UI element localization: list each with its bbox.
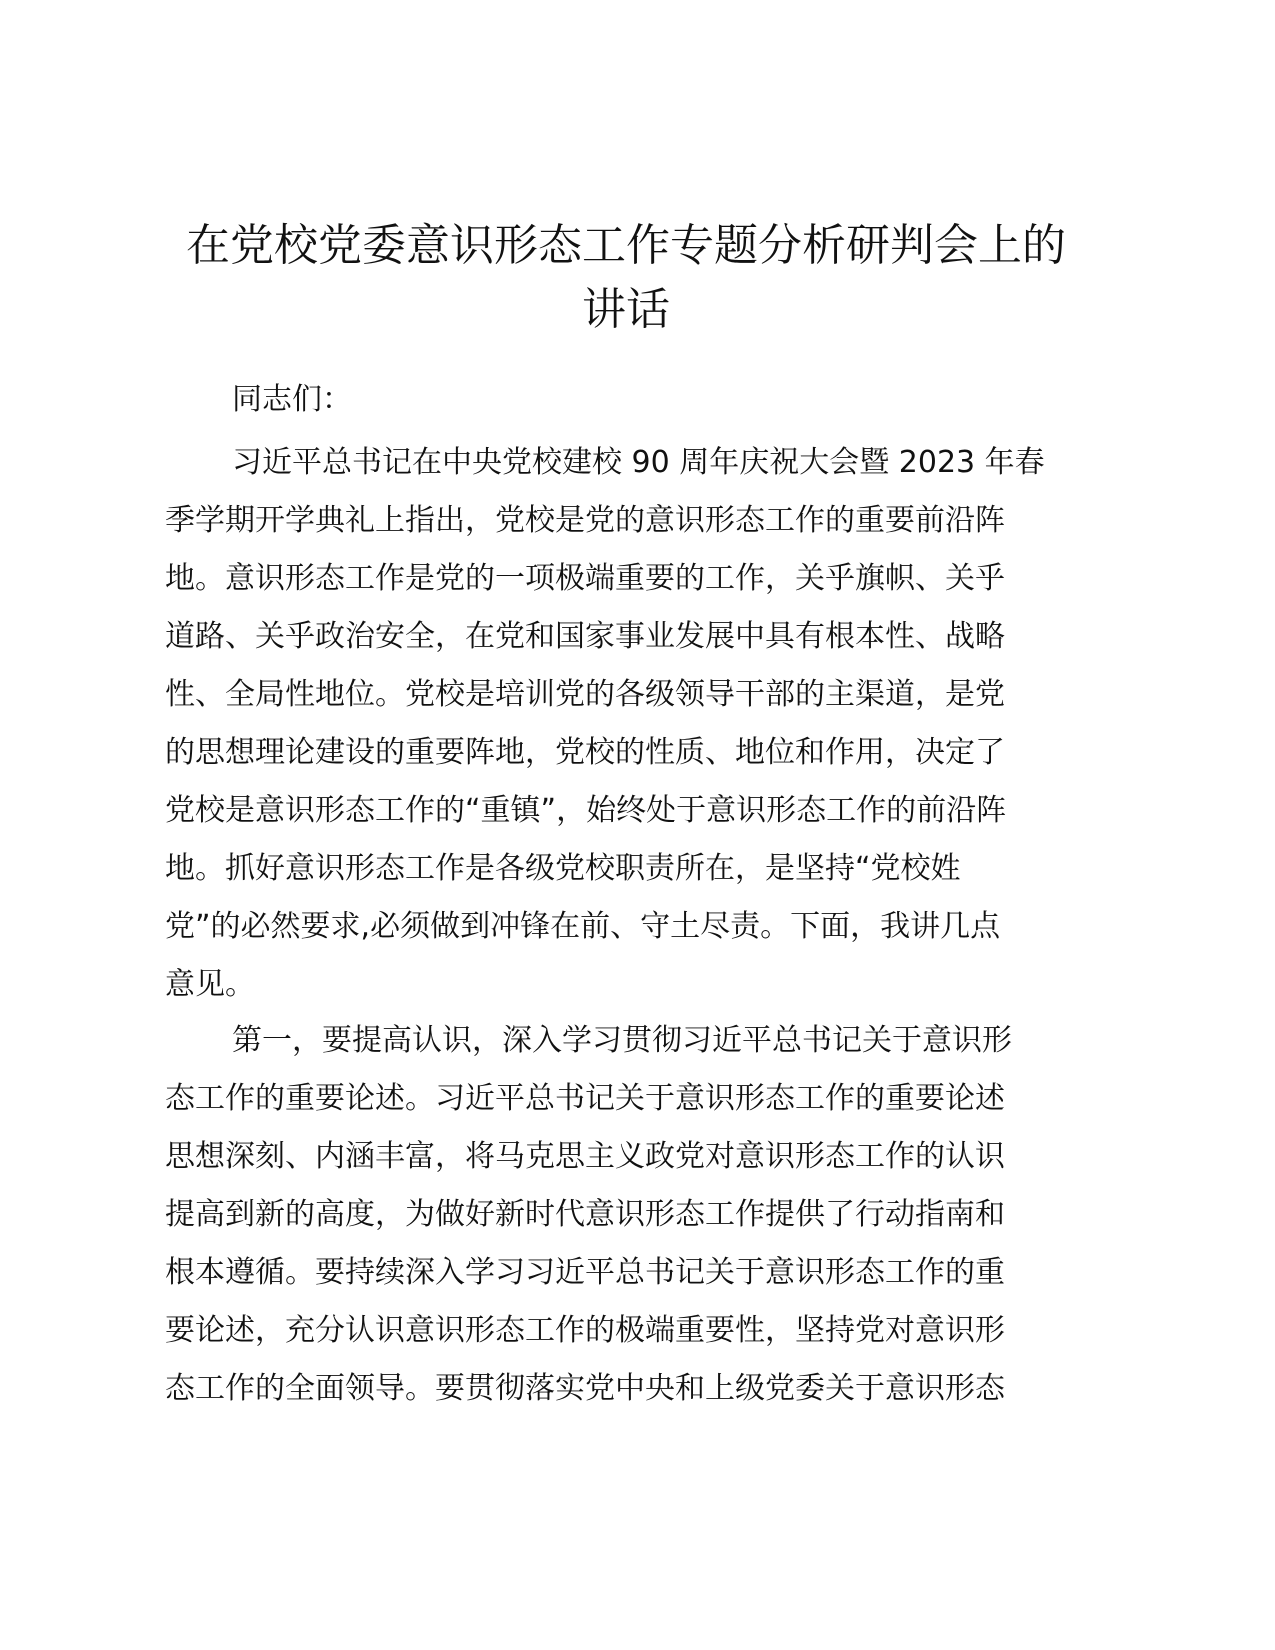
body-paragraph-intro [165, 434, 1125, 1014]
text-line: 地。抓好意识形态工作是各级党校职责所在，是坚持“党校姓 [165, 851, 961, 886]
text-line: 要论述，充分认识意识形态工作的极端重要性，坚持党对意识形 [165, 1313, 1005, 1348]
title-line: 在党校党委意识形态工作专题分析研判会上的 [186, 220, 1066, 271]
text-line: 季学期开学典礼上指出，党校是党的意识形态工作的重要前沿阵 [165, 503, 1005, 538]
text-line: 性、全局性地位。党校是培训党的各级领导干部的主渠道，是党 [165, 677, 1005, 712]
body-paragraph-first-point [165, 1012, 1125, 1418]
text-line: 意见。 [165, 967, 255, 1002]
text-line: 根本遵循。要持续深入学习习近平总书记关于意识形态工作的重 [165, 1255, 1005, 1290]
text-line: 党校是意识形态工作的“重镇”，始终处于意识形态工作的前沿阵 [165, 793, 1007, 828]
text-line: 习近平总书记在中央党校建校 90 周年庆祝大会暨 2023 年春 [232, 445, 1045, 480]
salutation: 同志们： [232, 382, 352, 417]
text-line: 党”的必然要求,必须做到冲锋在前、守土尽责。下面，我讲几点 [165, 909, 1001, 944]
text-line: 态工作的全面领导。要贯彻落实党中央和上级党委关于意识形态 [165, 1371, 1005, 1406]
text-line: 提高到新的高度，为做好新时代意识形态工作提供了行动指南和 [165, 1197, 1005, 1232]
text-line: 第一，要提高认识，深入学习贯彻习近平总书记关于意识形 [232, 1023, 1012, 1058]
title-line: 讲话 [582, 284, 670, 335]
text-line: 道路、关乎政治安全，在党和国家事业发展中具有根本性、战略 [165, 619, 1005, 654]
text-line: 地。意识形态工作是党的一项极端重要的工作，关乎旗帜、关乎 [165, 561, 1005, 596]
document-title [160, 214, 1092, 342]
text-line: 态工作的重要论述。习近平总书记关于意识形态工作的重要论述 [165, 1081, 1005, 1116]
text-line: 思想深刻、内涵丰富，将马克思主义政党对意识形态工作的认识 [165, 1139, 1005, 1174]
text-line: 的思想理论建设的重要阵地，党校的性质、地位和作用，决定了 [165, 735, 1005, 770]
